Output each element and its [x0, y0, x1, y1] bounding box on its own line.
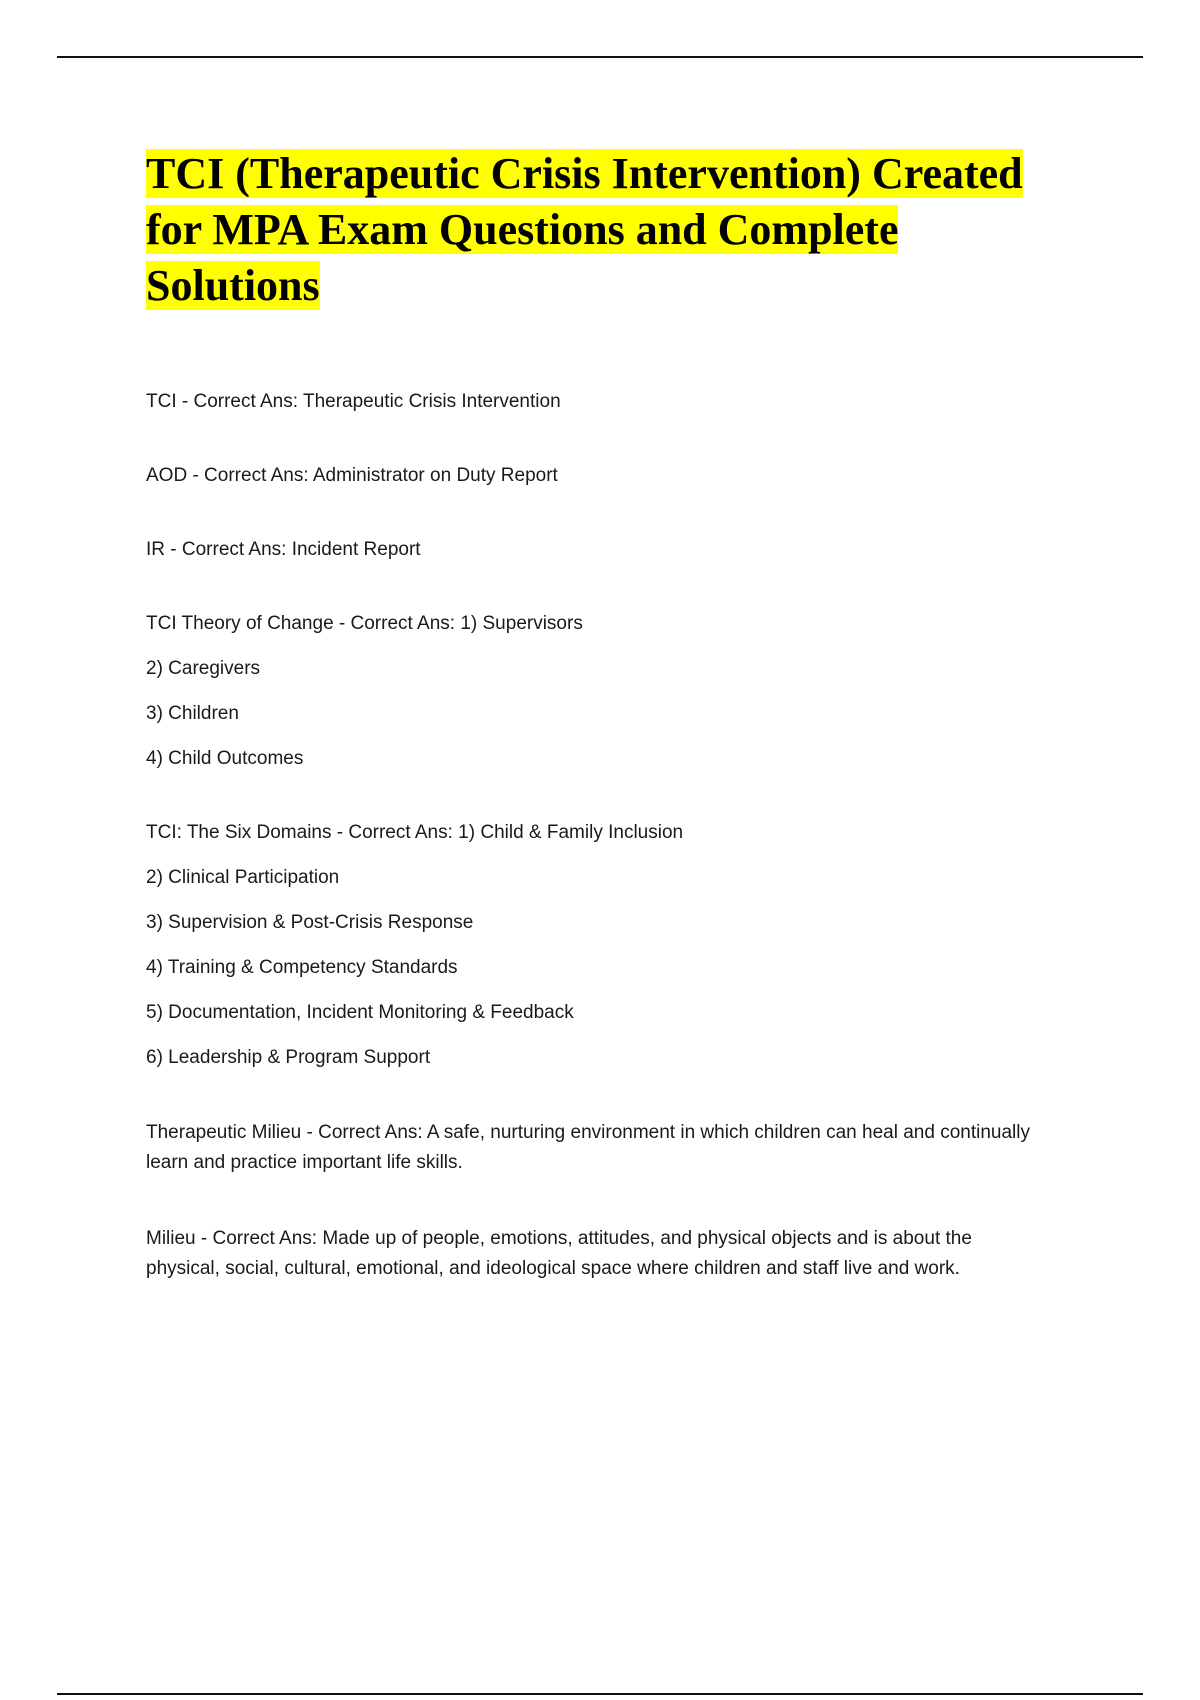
qa-list-item: 3) Supervision & Post-Crisis Response	[146, 912, 474, 933]
qa-list-item: 4) Training & Competency Standards	[146, 957, 458, 978]
qa-paragraph: Therapeutic Milieu - Correct Ans: A safe, nurturing environment in which children can heal and continually learn and practice important life skills.	[146, 1122, 1030, 1173]
qa-entry-six-domains	[146, 819, 1046, 1072]
document-title	[146, 146, 1046, 314]
qa-entry-therapeutic-milieu	[146, 1118, 1046, 1178]
qa-entry-aod	[146, 462, 1046, 490]
footer-rule	[57, 1693, 1143, 1695]
qa-entry-theory-of-change	[146, 610, 1046, 773]
qa-list	[146, 388, 1046, 1284]
qa-line: IR - Correct Ans: Incident Report	[146, 539, 421, 560]
qa-entry-milieu	[146, 1224, 1046, 1284]
title-highlight: TCI (Therapeutic Crisis Intervention) Created for MPA Exam Questions and Complete Solutions	[146, 149, 1023, 310]
header-rule	[57, 56, 1143, 58]
qa-list-item: 4) Child Outcomes	[146, 748, 304, 769]
qa-line: TCI Theory of Change - Correct Ans: 1) Supervisors	[146, 613, 583, 634]
qa-line: TCI: The Six Domains - Correct Ans: 1) Child & Family Inclusion	[146, 822, 684, 843]
qa-line: AOD - Correct Ans: Administrator on Duty Report	[146, 465, 558, 486]
qa-list-item: 2) Caregivers	[146, 658, 261, 679]
qa-list-item: 3) Children	[146, 703, 239, 724]
qa-list-item: 6) Leadership & Program Support	[146, 1047, 431, 1068]
qa-list-item: 5) Documentation, Incident Monitoring & Feedback	[146, 1002, 574, 1023]
qa-paragraph: Milieu - Correct Ans: Made up of people, emotions, attitudes, and physical objects and is about the physical, social, cultural, emotional, and ideological space where children and staff live and work.	[146, 1228, 972, 1279]
qa-entry-tci	[146, 388, 1046, 416]
qa-entry-ir	[146, 536, 1046, 564]
qa-list-item: 2) Clinical Participation	[146, 867, 340, 888]
qa-line: TCI - Correct Ans: Therapeutic Crisis Intervention	[146, 391, 561, 412]
page-content	[146, 146, 1046, 1330]
